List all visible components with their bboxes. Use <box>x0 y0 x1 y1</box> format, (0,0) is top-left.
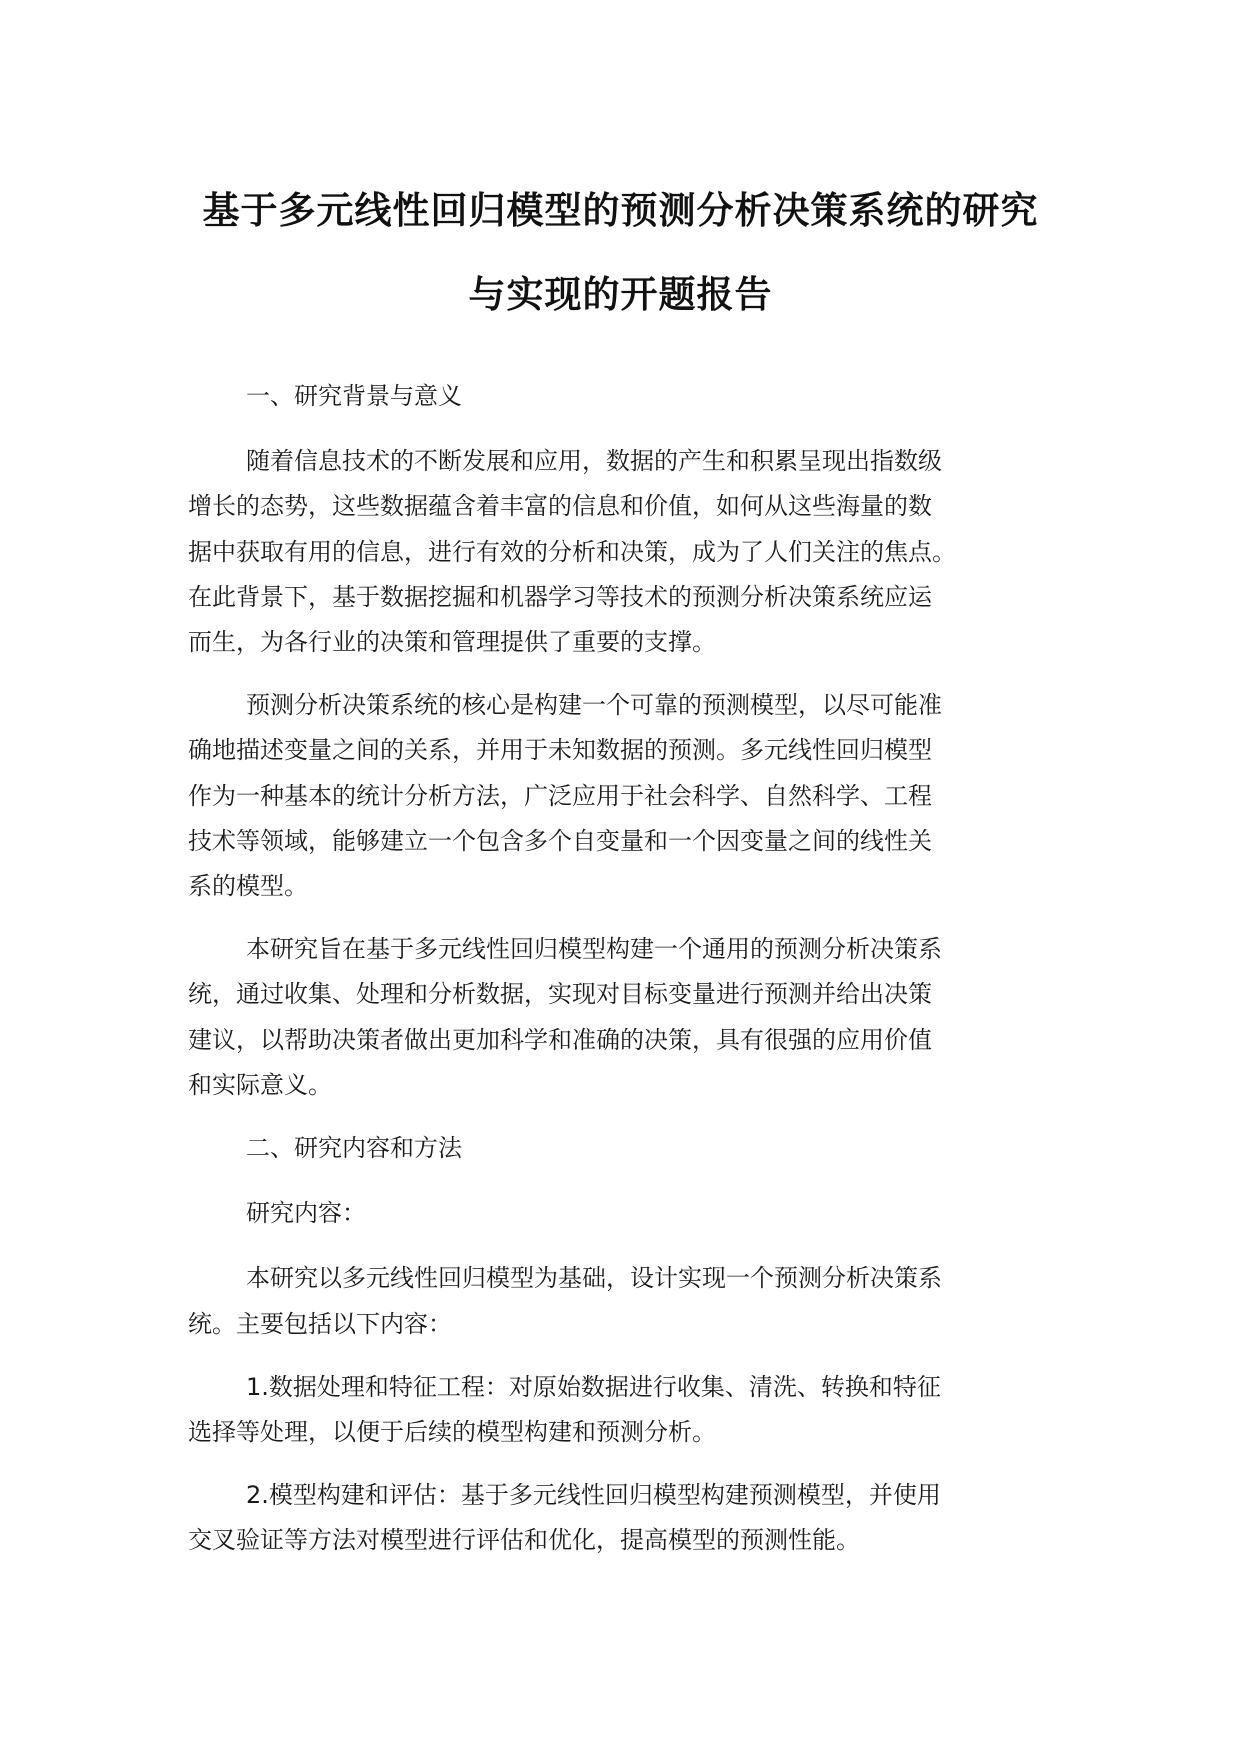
text-line: 增长的态势，这些数据蕴含着丰富的信息和价值，如何从这些海量的数 <box>188 492 932 521</box>
text-line: 统，通过收集、处理和分析数据，实现对目标变量进行预测并给出决策 <box>188 980 932 1009</box>
text-line: 确地描述变量之间的关系，并用于未知数据的预测。多元线性回归模型 <box>188 736 932 765</box>
text-line: 和实际意义。 <box>188 1070 332 1099</box>
text-line: 据中获取有用的信息，进行有效的分析和决策，成为了人们关注的焦点。 <box>188 537 956 566</box>
section-heading <box>188 1126 1068 1171</box>
text-line: 一、研究背景与意义 <box>246 382 462 410</box>
body-paragraph <box>188 439 1068 665</box>
text-line: 交叉验证等方法对模型进行评估和优化，提高模型的预测性能。 <box>188 1526 860 1555</box>
document-title-line-2: 与实现的开题报告 <box>468 273 773 316</box>
text-line: 建议，以帮助决策者做出更加科学和准确的决策，具有很强的应用价值 <box>188 1025 932 1054</box>
text-line: 统。主要包括以下内容： <box>188 1309 452 1338</box>
text-line: 技术等领域，能够建立一个包含多个自变量和一个因变量之间的线性关 <box>188 826 932 855</box>
body-paragraph <box>188 927 1068 1108</box>
text-line: 本研究旨在基于多元线性回归模型构建一个通用的预测分析决策系 <box>246 935 942 964</box>
body-paragraph <box>188 683 1068 909</box>
text-line: 选择等处理，以便于后续的模型构建和预测分析。 <box>188 1418 716 1447</box>
section-heading <box>188 1191 1068 1236</box>
text-line: 1.数据处理和特征工程：对原始数据进行收集、清洗、转换和特征 <box>246 1372 941 1401</box>
section-heading <box>188 374 1068 419</box>
text-line: 在此背景下，基于数据挖掘和机器学习等技术的预测分析决策系统应运 <box>188 582 932 611</box>
document-body <box>188 374 1068 1582</box>
document-title-line-1: 基于多元线性回归模型的预测分析决策系统的研究 <box>202 189 1039 232</box>
text-line: 研究内容： <box>246 1199 366 1228</box>
text-line: 系的模型。 <box>188 872 308 901</box>
text-line: 预测分析决策系统的核心是构建一个可靠的预测模型，以尽可能准 <box>246 691 942 720</box>
text-line: 本研究以多元线性回归模型为基础，设计实现一个预测分析决策系 <box>246 1264 942 1293</box>
body-paragraph <box>188 1365 1068 1455</box>
text-line: 随着信息技术的不断发展和应用，数据的产生和积累呈现出指数级 <box>246 447 942 476</box>
text-line: 作为一种基本的统计分析方法，广泛应用于社会科学、自然科学、工程 <box>188 781 932 810</box>
text-line: 而生，为各行业的决策和管理提供了重要的支撑。 <box>188 628 716 657</box>
body-paragraph <box>188 1256 1068 1346</box>
text-line: 2.模型构建和评估：基于多元线性回归模型构建预测模型，并使用 <box>246 1481 941 1510</box>
body-paragraph <box>188 1473 1068 1563</box>
text-line: 二、研究内容和方法 <box>246 1134 462 1163</box>
